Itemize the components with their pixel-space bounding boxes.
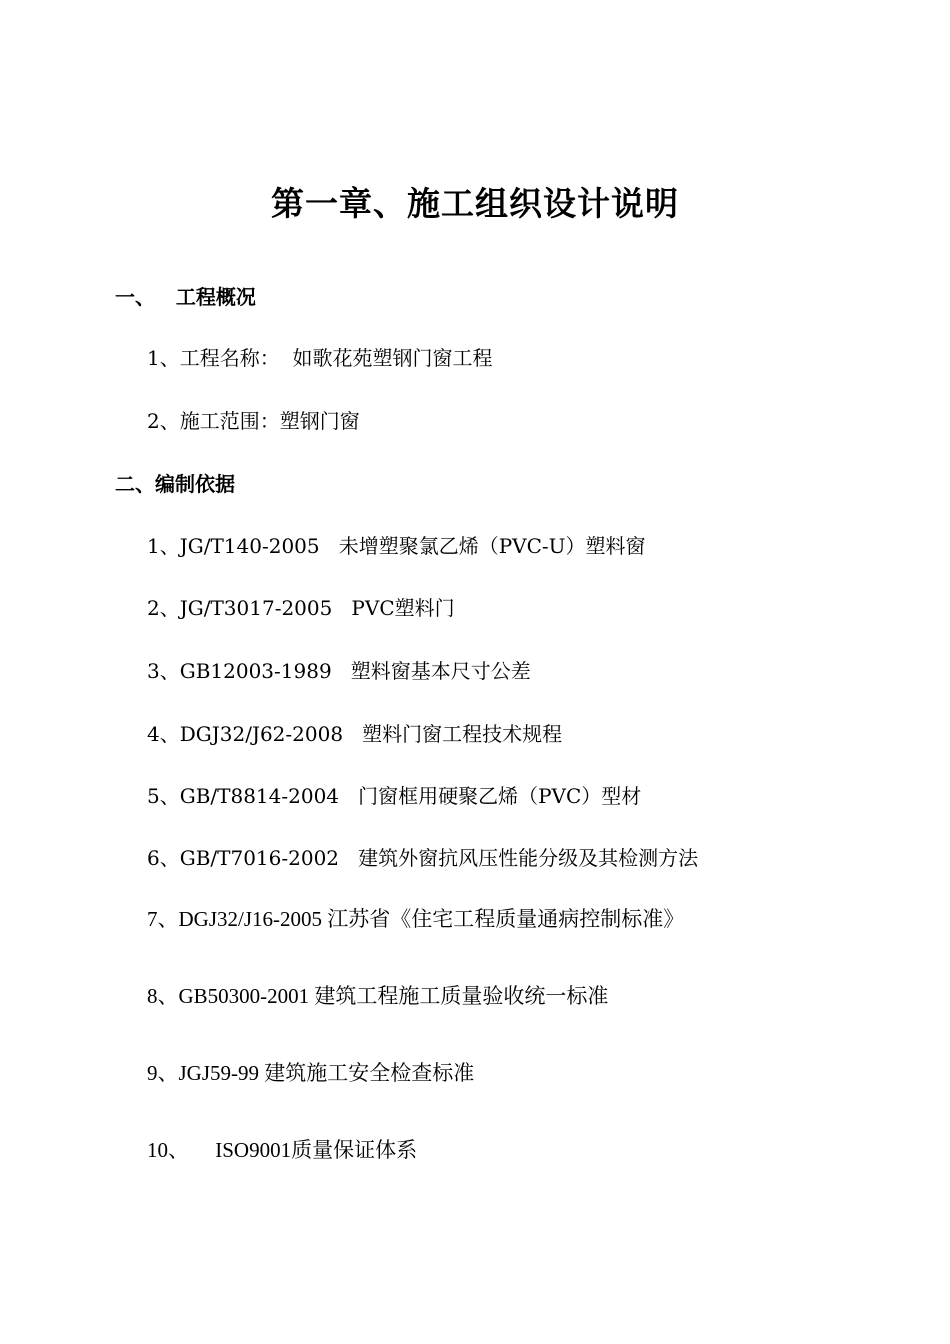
list-item-basis-7: 7、DGJ32/J16-2005 江苏省《住宅工程质量通病控制标准》 [147, 907, 685, 931]
list-item-basis-9: 9、JGJ59-99 建筑施工安全检查标准 [147, 1061, 475, 1085]
list-item-basis-5: 5、GB/T8814-2004 门窗框用硬聚乙烯（PVC）型材 [147, 784, 642, 808]
list-item-basis-3: 3、GB12003-1989 塑料窗基本尺寸公差 [147, 659, 531, 683]
list-item-basis-4: 4、DGJ32/J62-2008 塑料门窗工程技术规程 [147, 722, 563, 746]
list-item-basis-10: 10、 ISO9001质量保证体系 [147, 1138, 418, 1162]
section-heading-basis: 二、编制依据 [115, 472, 235, 496]
list-item-basis-6: 6、GB/T7016-2002 建筑外窗抗风压性能分级及其检测方法 [147, 846, 699, 870]
chapter-title: 第一章、施工组织设计说明 [271, 184, 679, 223]
list-item-construction-scope: 2、施工范围：塑钢门窗 [147, 409, 360, 433]
list-item-basis-1: 1、JG/T140-2005 未增塑聚氯乙烯（PVC-U）塑料窗 [147, 534, 646, 558]
section-heading-overview: 一、 工程概况 [115, 285, 256, 309]
list-item-basis-2: 2、JG/T3017-2005 PVC塑料门 [147, 596, 455, 620]
list-item-basis-8: 8、GB50300-2001 建筑工程施工质量验收统一标准 [147, 984, 609, 1008]
list-item-project-name: 1、工程名称： 如歌花苑塑钢门窗工程 [147, 346, 493, 370]
